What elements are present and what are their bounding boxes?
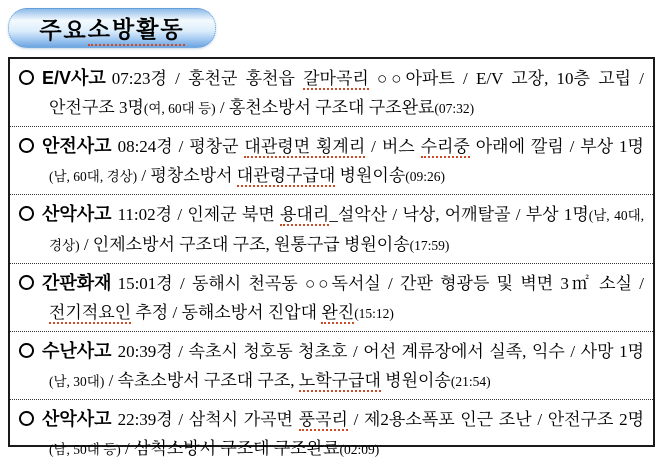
incident-text [19,132,644,191]
incident-text-segment: (여, 60대 등) [143,101,216,116]
incident-text-segment: (남, 60대, 경상) [49,169,138,184]
incident-row [10,59,653,126]
section-title-badge [8,8,216,48]
incident-text-segment: (09:26) [405,169,445,184]
incident-text-segment-spellchecked: 대관령면 횡계리 [244,137,366,156]
incident-row [10,194,653,263]
incident-text-segment: (21:54) [450,374,491,389]
incident-category: 산악사고 [42,204,112,224]
incident-text [19,337,644,396]
incident-row [10,399,653,467]
incident-text-segment-spellchecked: 풍곡리 [298,410,348,429]
section-title-text: 주요 [39,16,88,43]
incident-text-segment: 11:02경 / 인제군 북면 [117,205,281,224]
incident-table [8,57,655,458]
incident-text [19,269,644,328]
bullet-circle-icon [19,206,34,221]
incident-text-segment: 15:01경 / 동해시 천곡동 ○○독서실 / 간판 형광등 및 벽면 3㎡ 소실 / [117,274,644,293]
incident-text-segment-spellchecked: 전기적요인 [49,303,132,322]
incident-text-segment: 병원이송 [335,166,406,185]
incident-text-segment: (남, 50대 등) [49,442,121,457]
incident-text-segment: ○○아파트 / E/V 고장, 10층 고립 / 안전구조 3명 [49,69,644,117]
incident-text-segment-spellchecked: 대관령구급대 [236,166,336,185]
incident-text [19,64,644,123]
bullet-circle-icon [19,275,34,290]
incident-text-segment: 아래에 깔림 / 부상 1명 [469,137,644,156]
incident-text-segment-spellchecked: 완진 [321,303,355,322]
incident-row [10,263,653,331]
incident-text-segment-spellchecked: 수리중 [420,137,470,156]
incident-text [19,200,644,260]
incident-text-segment: / 속초소방서 구조대 구조, [104,371,299,390]
incident-category: 안전사고 [42,136,112,156]
bullet-circle-icon [19,343,34,358]
incident-text-segment: 병원이송 [380,371,451,390]
incident-text-segment: / 버스 [365,137,421,156]
incident-text-segment: _설악산 / 낙상, 어깨탈골 / 부상 1명 [329,205,589,224]
incident-row [10,126,653,194]
incident-text-segment-spellchecked: 노학구급대 [298,371,381,390]
incident-text-segment: 08:24경 / 평창군 [117,137,245,156]
bullet-circle-icon [19,411,34,426]
incident-text-segment: / 인제소방서 구조대 구조, 원통구급 병원이송 [79,235,410,254]
incident-text-segment: / 평창소방서 [137,166,237,185]
incident-text-segment-spellchecked: 용대리 [280,205,330,224]
incident-text-segment: / 제2용소폭포 인근 조난 / 안전구조 2명 [347,410,644,429]
incident-text-segment: (17:59) [409,238,450,253]
bullet-circle-icon [19,138,34,153]
incident-text-segment: (15:12) [354,306,394,321]
incident-category: 산악사고 [42,409,112,429]
bullet-circle-icon [19,70,34,85]
incident-text-segment: 20:39경 / 속초시 청호동 청초호 / 어선 계류장에서 실족, 익수 / 사망 1명 [117,342,644,361]
incident-text-segment: (02:09) [339,442,380,457]
section-title-text-underlined: 소방활동 [88,11,185,46]
incident-text-segment: 22:39경 / 삼척시 가곡면 [117,410,299,429]
incident-category: 간판화재 [42,273,112,293]
incident-category: E/V사고 [42,68,106,88]
incident-text-segment: (07:32) [434,101,475,116]
incident-text-segment-spellchecked: 갈마곡리 [303,69,369,88]
incident-text-segment: (남, 40대, 경상) [49,208,644,253]
incident-text-segment: 추정 / 동해소방서 진압대 [131,303,322,322]
incident-text-segment: 07:23경 / 홍천군 홍천읍 [111,69,304,88]
incident-text [19,405,644,464]
incident-text-segment: / 삼척소방서 구조대 구조완료 [120,439,340,458]
incident-text-segment: / 홍천소방서 구조대 구조완료 [215,98,435,117]
incident-row [10,331,653,399]
incident-category: 수난사고 [42,341,112,361]
incident-text-segment: (남, 30대) [49,374,105,389]
